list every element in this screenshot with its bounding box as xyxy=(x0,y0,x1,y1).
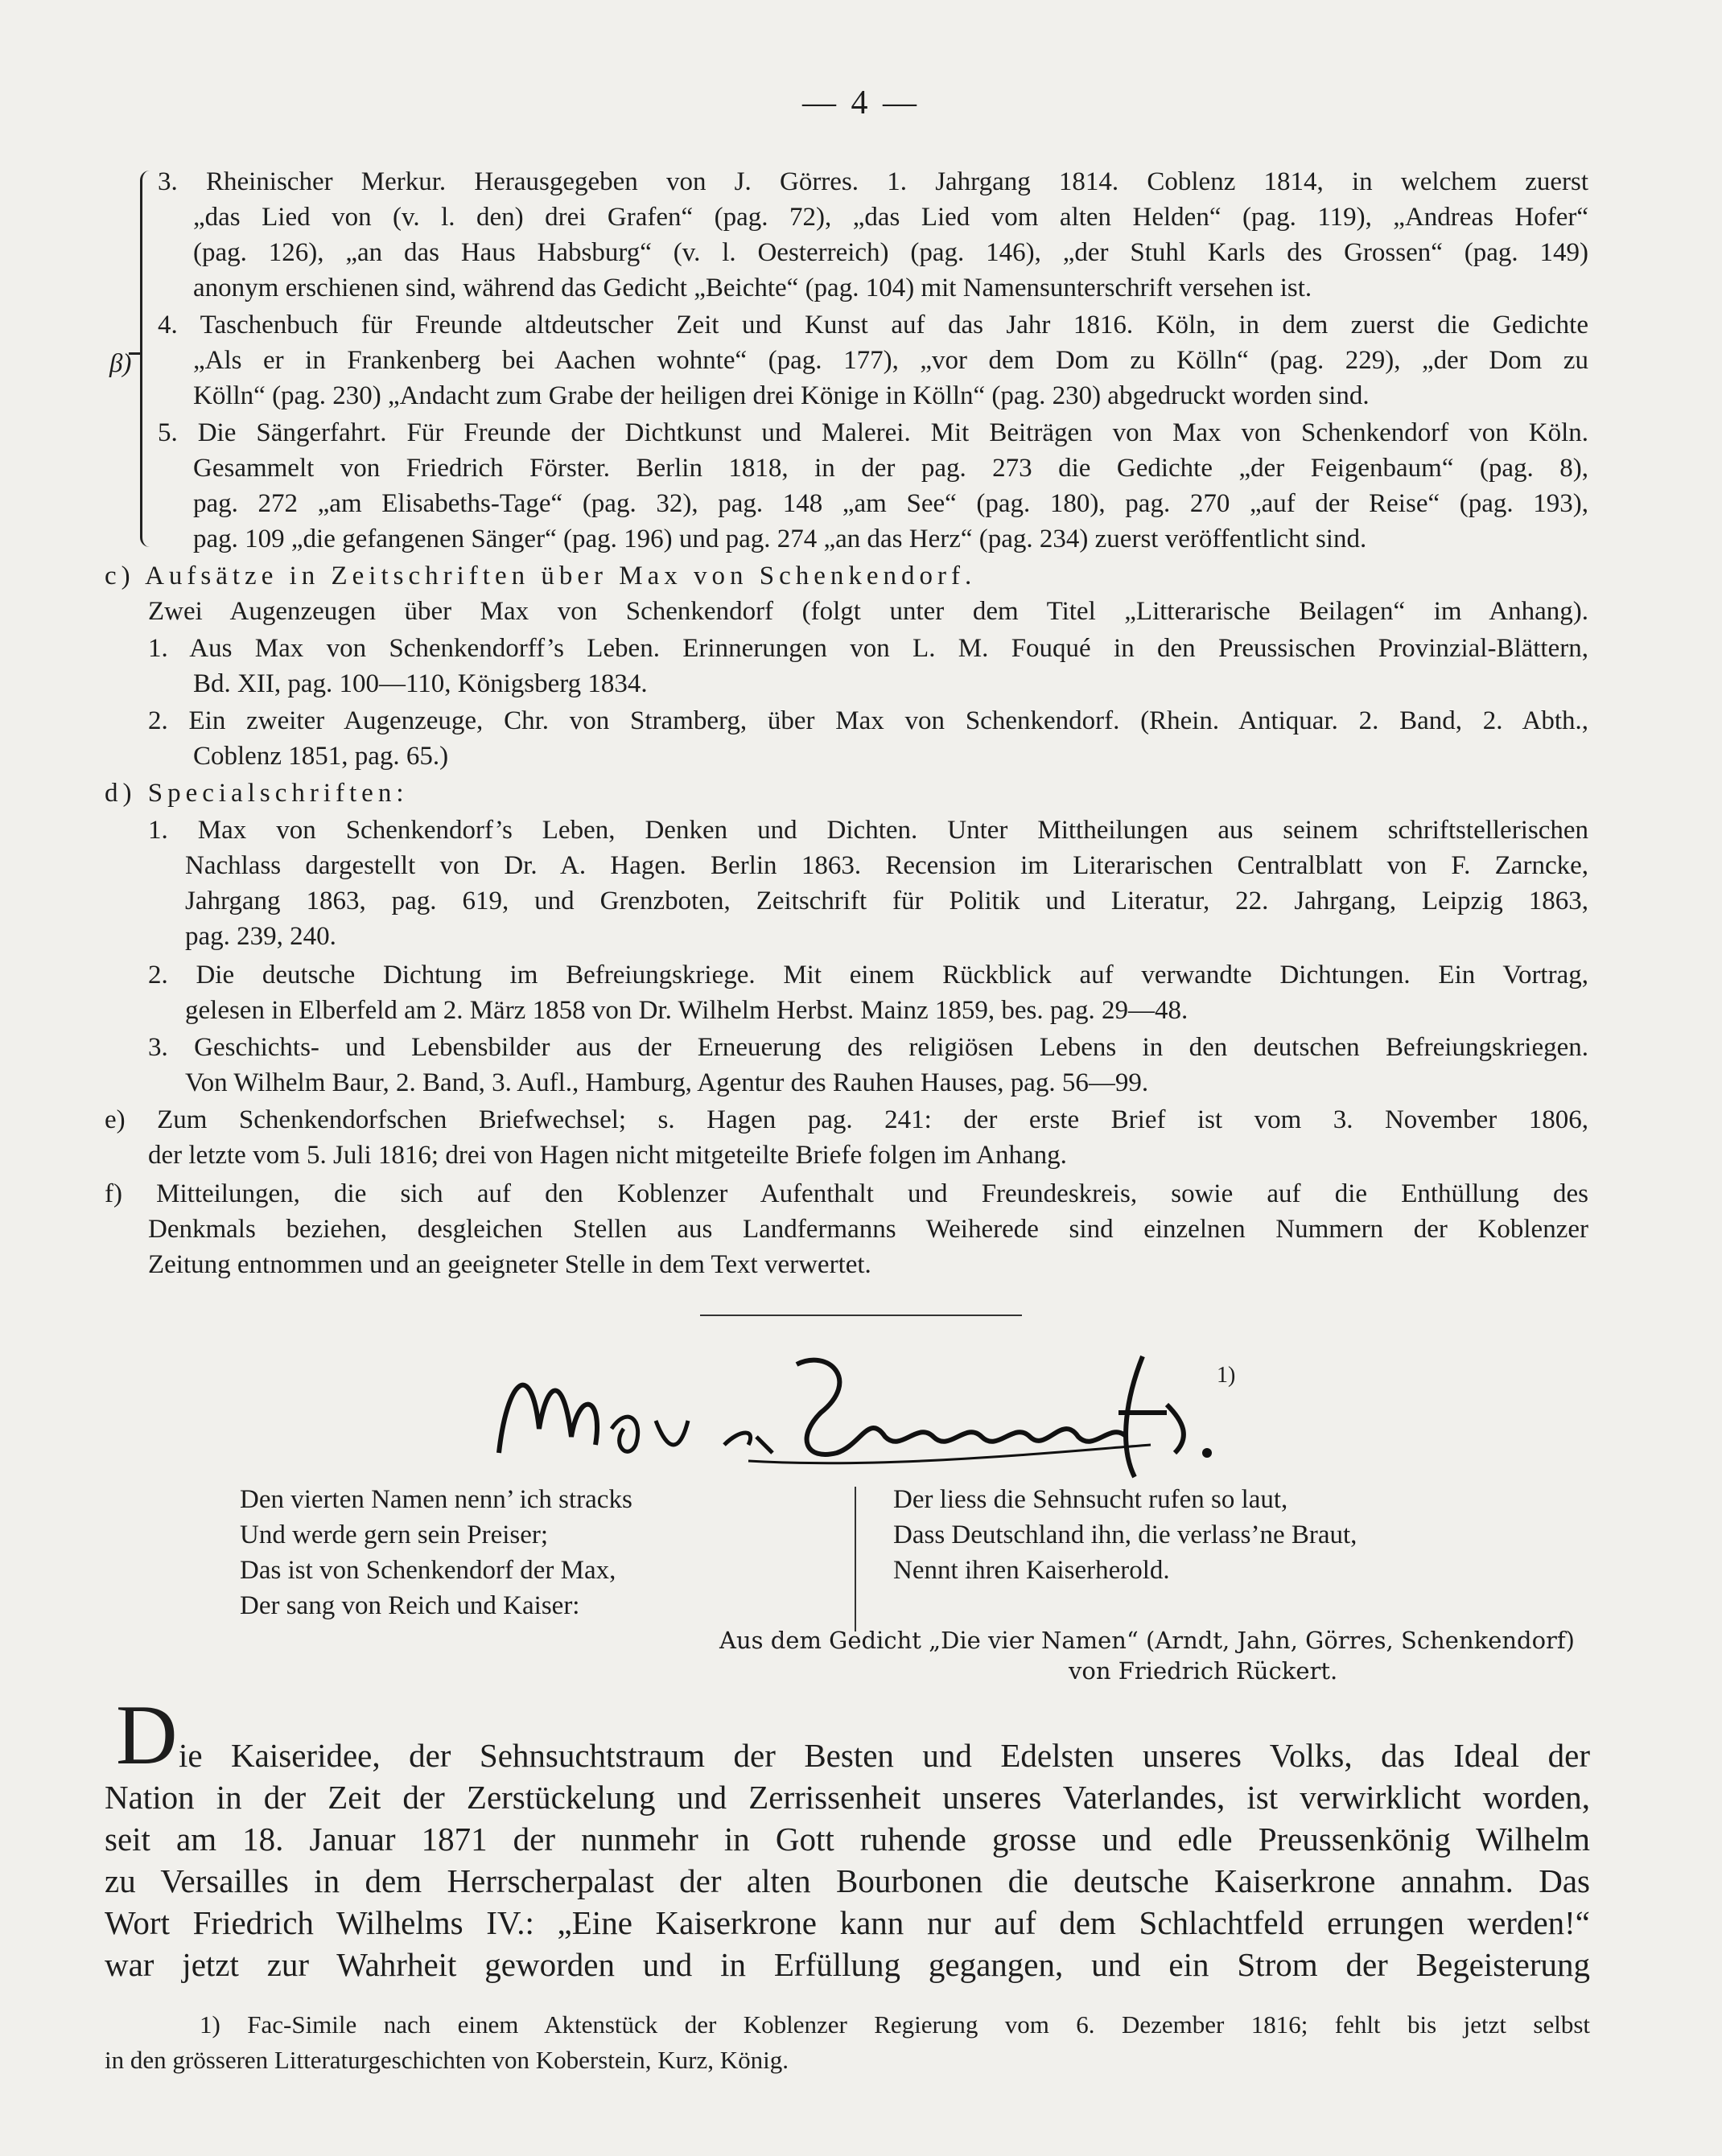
poem-right-line: Der liess die Sehnsucht rufen so laut, xyxy=(893,1485,1288,1514)
signature-rule xyxy=(700,1315,1022,1316)
poem-left-line: Und werde gern sein Preiser; xyxy=(240,1520,549,1549)
poem-caption-2: von Friedrich Rückert. xyxy=(1069,1657,1338,1685)
bibliography-line: (pag. 126), „an das Haus Habsburg“ (v. l. Oesterreich) (pag. 146), „der Stuhl Karls des Grossen“ (pag. 149) xyxy=(193,238,1588,267)
body-line: Wort Friedrich Wilhelms IV.: „Eine Kaiserkrone kann nur auf dem Schlachtfeld errungen werden!“ xyxy=(105,1904,1590,1941)
bibliography-line: Gesammelt von Friedrich Förster. Berlin 1818, in der pag. 273 die Gedichte „der Feigenbaum“ (pag. 8), xyxy=(193,454,1588,483)
poem-left-line: Der sang von Reich und Kaiser: xyxy=(240,1591,580,1620)
poem-left-line: Den vierten Namen nenn’ ich stracks xyxy=(240,1485,632,1514)
bibliography-line: Denkmals beziehen, desgleichen Stellen aus Landfermanns Weiherede sind einzelnen Nummern der Koblenzer xyxy=(148,1215,1588,1244)
bibliography-line: „Als er in Frankenberg bei Aachen wohnte“ (pag. 177), „vor dem Dom zu Kölln“ (pag. 229), „der Dom zu xyxy=(193,346,1588,375)
footnote-line: in den grösseren Litteraturgeschichten von Koberstein, Kurz, König. xyxy=(105,2046,789,2074)
poem-right-line: Nennt ihren Kaiserherold. xyxy=(893,1556,1170,1585)
body-line: zu Versailles in dem Herrscherpalast der alten Bourbonen die deutsche Kaiserkrone annahm. Das xyxy=(105,1862,1590,1899)
bibliography-line: pag. 239, 240. xyxy=(185,922,336,951)
bibliography-line: anonym erschienen sind, während das Gedicht „Beichte“ (pag. 104) mit Namensunterschrift versehen ist. xyxy=(193,274,1312,302)
body-line: Nation in der Zeit der Zerstückelung und Zerrissenheit unseres Vaterlandes, ist verwirklicht worden, xyxy=(105,1779,1590,1816)
signature-image xyxy=(483,1332,1239,1485)
body-line: war jetzt zur Wahrheit geworden und in Erfüllung gegangen, und ein Strom der Begeisterung xyxy=(105,1946,1590,1983)
bibliography-line: f) Mitteilungen, die sich auf den Koblenzer Aufenthalt und Freundeskreis, sowie auf die Enthüllung des xyxy=(105,1179,1588,1208)
beta-label: β) xyxy=(109,349,132,378)
bibliography-line: pag. 272 „am Elisabeths-Tage“ (pag. 32), pag. 148 „am See“ (pag. 180), pag. 270 „auf der Reise“ (pag. 193), xyxy=(193,489,1588,518)
bibliography-line: der letzte vom 5. Juli 1816; drei von Hagen nicht mitgeteilte Briefe folgen im Anhang. xyxy=(148,1141,1067,1170)
bibliography-line: Zwei Augenzeugen über Max von Schenkendorf (folgt unter dem Titel „Litterarische Beilagen“ im Anhang). xyxy=(148,597,1588,626)
bibliography-line: Von Wilhelm Baur, 2. Band, 3. Aufl., Hamburg, Agentur des Rauhen Hauses, pag. 56—99. xyxy=(185,1068,1149,1097)
bibliography-line: d) Specialschriften: xyxy=(105,779,409,808)
footnote-line: 1) Fac-Simile nach einem Aktenstück der Koblenzer Regierung vom 6. Dezember 1816; fehlt bis jetzt selbst xyxy=(200,2010,1590,2039)
bibliography-line: Bd. XII, pag. 100—110, Königsberg 1834. xyxy=(193,669,648,698)
poem-caption-1: Aus dem Gedicht „Die vier Namen“ (Arndt, Jahn, Görres, Schenkendorf) xyxy=(719,1627,1575,1654)
beta-brace xyxy=(140,171,157,547)
drop-cap: D xyxy=(116,1688,178,1782)
bibliography-line: Nachlass dargestellt von Dr. A. Hagen. Berlin 1863. Recension im Literarischen Centralblatt von F. Zarncke, xyxy=(185,851,1588,880)
body-line: ie Kaiseridee, der Sehnsuchtstraum der Besten und Edelsten unseres Volks, das Ideal der xyxy=(179,1737,1590,1774)
bibliography-line: 3. Rheinischer Merkur. Herausgegeben von J. Görres. 1. Jahrgang 1814. Coblenz 1814, in welchem zuerst xyxy=(158,167,1588,196)
bibliography-line: 4. Taschenbuch für Freunde altdeutscher Zeit und Kunst auf das Jahr 1816. Köln, in dem zuerst die Gedichte xyxy=(158,311,1588,339)
page-number: — 4 — xyxy=(802,84,920,121)
signature-footnote-mark: 1) xyxy=(1217,1363,1236,1388)
bibliography-line: Kölln“ (pag. 230) „Andacht zum Grabe der heiligen drei Könige in Kölln“ (pag. 230) abgedruckt worden sind. xyxy=(193,381,1370,410)
bibliography-line: 5. Die Sängerfahrt. Für Freunde der Dichtkunst und Malerei. Mit Beiträgen von Max von Schenkendorf von Köln. xyxy=(158,418,1588,447)
poem-divider xyxy=(855,1487,856,1631)
bibliography-line: c) Aufsätze in Zeitschriften über Max von Schenkendorf. xyxy=(105,562,977,590)
poem-right-line: Dass Deutschland ihn, die verlass’ne Braut, xyxy=(893,1520,1357,1549)
poem-left-line: Das ist von Schenkendorf der Max, xyxy=(240,1556,616,1585)
bibliography-line: 2. Die deutsche Dichtung im Befreiungskriege. Mit einem Rückblick auf verwandte Dichtungen. Ein Vortrag, xyxy=(148,961,1588,990)
bibliography-line: 2. Ein zweiter Augenzeuge, Chr. von Stramberg, über Max von Schenkendorf. (Rhein. Antiquar. 2. Band, 2. Abth., xyxy=(148,706,1588,735)
bibliography-line: „das Lied von (v. l. den) drei Grafen“ (pag. 72), „das Lied vom alten Helden“ (pag. 119), „Andreas Hofer“ xyxy=(193,203,1588,232)
bibliography-line: Coblenz 1851, pag. 65.) xyxy=(193,742,449,771)
bibliography-line: e) Zum Schenkendorfschen Briefwechsel; s. Hagen pag. 241: der erste Brief ist vom 3. November 1806, xyxy=(105,1105,1588,1134)
bibliography-line: Jahrgang 1863, pag. 619, und Grenzboten, Zeitschrift für Politik und Literatur, 22. Jahrgang, Leipzig 1863, xyxy=(185,887,1588,915)
body-line: seit am 18. Januar 1871 der nunmehr in Gott ruhende grosse und edle Preussenkönig Wilhelm xyxy=(105,1821,1590,1858)
bibliography-line: Zeitung entnommen und an geeigneter Stelle in dem Text verwertet. xyxy=(148,1250,871,1279)
bibliography-line: pag. 109 „die gefangenen Sänger“ (pag. 196) und pag. 274 „an das Herz“ (pag. 234) zuerst veröffentlicht sind. xyxy=(193,525,1367,553)
bibliography-line: 1. Max von Schenkendorf’s Leben, Denken und Dichten. Unter Mittheilungen aus seinem schriftstellerischen xyxy=(148,816,1588,845)
bibliography-line: gelesen in Elberfeld am 2. März 1858 von Dr. Wilhelm Herbst. Mainz 1859, bes. pag. 29—48. xyxy=(185,996,1189,1025)
bibliography-line: 3. Geschichts- und Lebensbilder aus der Erneuerung des religiösen Lebens in den deutschen Befreiungskriegen. xyxy=(148,1033,1588,1062)
bibliography-line: 1. Aus Max von Schenkendorff’s Leben. Erinnerungen von L. M. Fouqué in den Preussischen Provinzial-Blättern, xyxy=(148,634,1588,663)
